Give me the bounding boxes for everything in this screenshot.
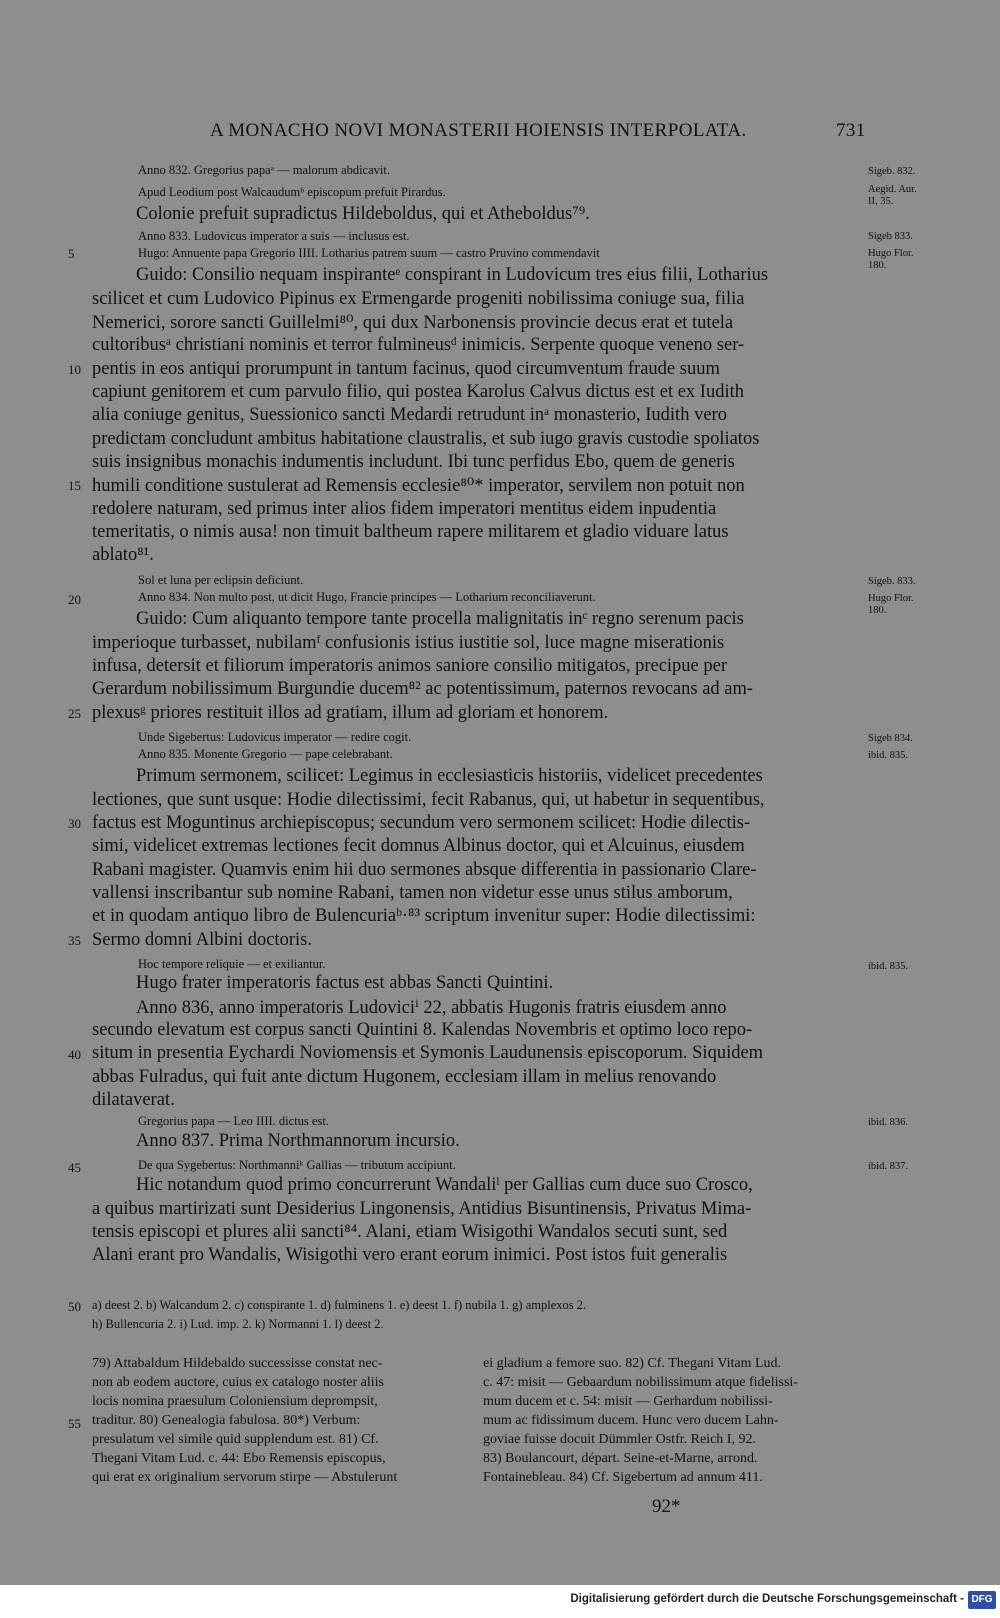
text-line: Gregorius papa — Leo IIII. dictus est. [138,1114,329,1128]
text-line: goviae fuisse docuit Dümmler Ostfr. Reich I, 92. [483,1432,756,1447]
dfg-logo: DFG [968,1591,996,1609]
text-line: Sermo domni Albini doctoris. [92,930,312,950]
sheet-number: 92* [652,1496,681,1517]
text-line: Primum sermonem, scilicet: Legimus in ecclesiasticis historiis, videlicet precedentes [136,766,763,786]
line-number: 25 [68,706,81,721]
text-line: Nemerici, sorore sancti Guillelmi⁸⁰, qui dux Narbonensis provincie decus erat et tutela [92,313,734,333]
text-line: Sol et luna per eclipsin deficiunt. [138,573,304,587]
text-line: temeritatis, o nimis ausa! non timuit baltheum rapere militarem et gladio viduare latus [92,522,729,542]
line-number: 50 [68,1299,81,1314]
text-line: simi, videlicet extremas lectiones fecit domnus Albinus doctor, qui et Alcuinus, eiusdem [92,836,745,856]
text-line: vallensi inscribantur sub nomine Rabani, tamen non videtur esse unus stilus amborum, [92,883,733,903]
margin-note: ibid. 837. [868,1161,908,1172]
text-line: predictam concludunt ambitus habitatione claustralis, et sub iugo gravis custodie spoliatos [92,429,760,449]
text-line: mum ducem et c. 54: misit — Gerhardum nobilissi- [483,1394,773,1409]
text-line: alia coniuge genitus, Suessionico sancti Medardi retrudunt inᵃ monasterio, Iudith vero [92,405,727,425]
text-line: tensis episcopi et plures alii sancti⁸⁴. Alani, etiam Wisigothi Wandalos secuti sunt, sed [92,1222,728,1242]
text-line: suis insignibus monachis indumentis includunt. Ibi tunc perfidus Ebo, quem de generis [92,452,735,472]
text-line: locis nomina praesulum Coloniensium deprompsit, [92,1394,378,1409]
text-line: cultoribusᵃ christiani nominis et terror fulmineusᵈ inimicis. Serpente quoque veneno ser- [92,335,745,355]
text-line: Colonie prefuit supradictus Hildeboldus, qui et Atheboldus⁷⁹. [136,204,590,224]
digitization-footer [0,1585,1000,1618]
text-line: 83) Boulancourt, départ. Seine-et-Marne, arrond. [483,1451,758,1466]
margin-note: Hugo Flor. 180. [868,593,914,616]
text-line: plexusᵍ priores restituit illos ad gratiam, illum ad gloriam et honorem. [92,703,609,723]
text-line: Apud Leodium post Walcaudumᵇ episcopum prefuit Pirardus. [138,185,446,199]
text-line: infusa, detersit et filiorum imperatoris animos saniore consilio mitigatos, precipue per [92,656,728,676]
line-number: 45 [68,1160,81,1175]
margin-note: Aegid. Aur. II, 35. [868,184,917,207]
text-line: redolere naturam, sed primus inter alios fidem imperatori mentitus eidem inpudentia [92,499,717,519]
text-line: dilataverat. [92,1090,175,1110]
text-line: Rabani magister. Quamvis enim hii duo sermones absque differentia in passionario Clare- [92,860,757,880]
text-line: mum ac fidissimum ducem. Hunc vero ducem Lahn- [483,1413,779,1428]
text-line: Anno 835. Monente Gregorio — pape celebrabant. [138,747,393,761]
text-line: Anno 836, anno imperatoris Ludoviciⁱ 22, abbatis Hugonis fratris eiusdem anno [136,998,727,1018]
text-line: a quibus martirizati sunt Desiderius Lingonensis, Antidius Bisuntinensis, Privatus Mima- [92,1199,752,1219]
text-line: De qua Sygebertus: Northmanniᵏ Gallias — tributum accipiunt. [138,1158,456,1172]
text-line: abbas Fulradus, qui fuit ante dictum Hugonem, ecclesiam illam in melius renovando [92,1067,717,1087]
text-line: presulatum vel simile quid supplendum est. 81) Cf. [92,1432,379,1447]
margin-note: ibid. 835. [868,961,908,972]
text-line: c. 47: misit — Gebaardum nobilissimum atque fidelissi- [483,1375,798,1390]
text-line: et in quodam antiquo libro de Bulencuriaᵇ·⁸³ scriptum invenitur super: Hodie dilectissimi: [92,906,756,926]
text-line: Hugo frater imperatoris factus est abbas Sancti Quintini. [136,973,554,993]
text-line: imperioque turbasset, nubilamᶠ confusionis istius iustitie sol, luce magne miserationis [92,633,725,653]
text-line: a) deest 2. b) Walcandum 2. c) conspirante 1. d) fulminens 1. e) deest 1. f) nubila 1. g) amplexos 2. [92,1298,587,1312]
text-line: capiunt genitorem et cum parvulo filio, qui postea Karolus Calvus dictus est et ex Iudith [92,382,744,402]
text-line: scilicet et cum Ludovico Pipinus ex Ermengarde progeniti nobilissima coniuge sua, filia [92,289,745,309]
text-line: Guido: Cum aliquanto tempore tante procella malignitatis inᶜ regno serenum pacis [136,609,744,629]
line-number: 15 [68,478,81,493]
line-number: 10 [68,362,81,377]
text-line: Anno 833. Ludovicus imperator a suis — inclusus est. [138,229,410,243]
text-line: Alani erant pro Wandalis, Wisigothi vero erant eorum inimici. Post istos fuit generalis [92,1245,728,1265]
text-line: ei gladium a femore suo. 82) Cf. Thegani Vitam Lud. [483,1356,782,1371]
text-line: Thegani Vitam Lud. c. 44: Ebo Remensis episcopus, [92,1451,386,1466]
text-line: non ab eodem auctore, cuius ex catalogo noster aliis [92,1375,384,1390]
text-line: qui erat ex originalium servorum stirpe — Abstulerunt [92,1470,398,1485]
line-number: 35 [68,933,81,948]
running-title: A MONACHO NOVI MONASTERII HOIENSIS INTERPOLATA. [210,120,747,141]
text-line: h) Bullencuria 2. i) Lud. imp. 2. k) Normanni 1. l) deest 2. [92,1317,384,1331]
line-number: 30 [68,816,81,831]
margin-note: Sigeb 833. [868,231,913,242]
line-number: 20 [68,592,81,607]
text-line: Fontainebleau. 84) Cf. Sigebertum ad annum 411. [483,1470,763,1485]
text-line: Hic notandum quod primo concurrerunt Wandaliˡ per Gallias cum duce suo Crosco, [136,1175,753,1195]
margin-note: Sigeb. 833. [868,576,916,587]
text-line: Anno 837. Prima Northmannorum incursio. [136,1131,460,1151]
text-line: ablato⁸¹. [92,545,154,565]
text-line: factus est Moguntinus archiepiscopus; secundum vero sermonem scilicet: Hodie dilectis- [92,813,751,833]
text-line: Hoc tempore reliquie — et exiliantur. [138,957,326,971]
text-line: traditur. 80) Genealogia fabulosa. 80*) Verbum: [92,1413,361,1428]
funding-credit: Digitalisierung gefördert durch die Deutsche Forschungsgemeinschaft - [570,1593,964,1605]
text-line: Anno 832. Gregorius papaᵃ — malorum abdicavit. [138,163,390,177]
text-line: Anno 834. Non multo post, ut dicit Hugo, Francie principes — Lotharium reconciliaverunt. [138,590,596,604]
text-line: Gerardum nobilissimum Burgundie ducem⁸² ac potentissimum, paternos revocans ad am- [92,679,754,699]
text-line: situm in presentia Eychardi Noviomensis et Symonis Laudunensis episcoporum. Siquidem [92,1043,764,1063]
text-line: Hugo: Annuente papa Gregorio IIII. Lotharius patrem suum — castro Pruvino commendavit [138,246,600,260]
margin-note: Sigeb. 832. [868,166,916,177]
text-line: lectiones, que sunt usque: Hodie dilectissimi, fecit Rabanus, qui, ut habetur in sequentibus, [92,790,765,810]
margin-note: ibid. 836. [868,1117,908,1128]
text-line: humili conditione sustulerat ad Remensis ecclesie⁸⁰* imperator, servilem non potuit non [92,476,745,496]
text-line: Unde Sigebertus: Ludovicus imperator — redire cogit. [138,730,412,744]
line-number: 5 [68,246,75,261]
margin-note: Hugo Flor. 180. [868,248,914,271]
page-number: 731 [836,120,866,141]
margin-note: Sigeb 834. [868,733,913,744]
text-line: 79) Attabaldum Hildebaldo successisse constat nec- [92,1356,383,1371]
margin-note: ibid. 835. [868,750,908,761]
text-line: Guido: Consilio nequam inspiranteᵉ conspirant in Ludovicum tres eius filii, Lotharius [136,265,769,285]
text-line: secundo elevatum est corpus sancti Quintini 8. Kalendas Novembris et optimo loco repo- [92,1020,753,1040]
line-number: 55 [68,1416,81,1431]
line-number: 40 [68,1047,81,1062]
text-line: pentis in eos antiqui prorumpunt in tantum facinus, quod circumventum fraude suum [92,359,720,379]
